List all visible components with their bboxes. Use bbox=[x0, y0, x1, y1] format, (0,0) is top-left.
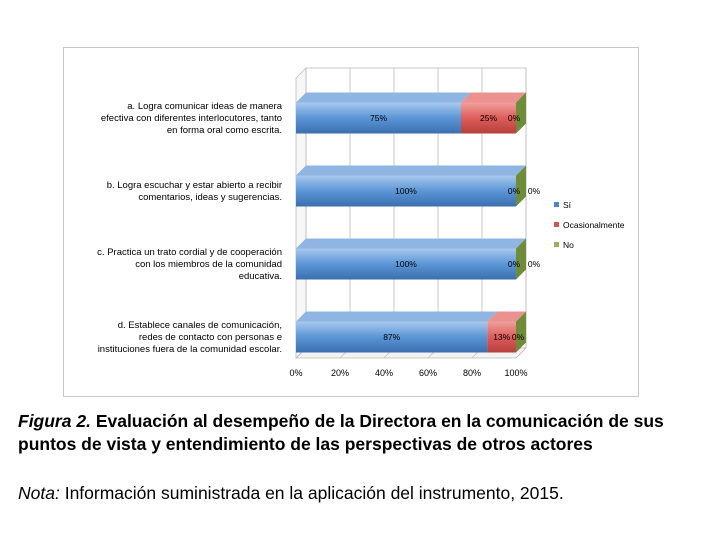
data-label: 100% bbox=[395, 186, 417, 196]
category-label: comentarios, ideas y sugerencias. bbox=[138, 192, 282, 203]
x-tick-label: 40% bbox=[374, 368, 394, 378]
x-tick-label: 60% bbox=[418, 368, 438, 378]
note-label: Nota: bbox=[18, 483, 60, 503]
category-label: educativa. bbox=[238, 271, 282, 282]
category-label: en forma oral como escrita. bbox=[166, 125, 282, 136]
data-label: 0% bbox=[507, 186, 521, 196]
data-label: 25% bbox=[479, 113, 498, 123]
bar-ocasionalmente-top bbox=[461, 93, 526, 103]
x-tick-label: 20% bbox=[330, 368, 350, 378]
category-label: a. Logra comunicar ideas de manera bbox=[127, 101, 282, 112]
legend-label: Ocasionalmente bbox=[563, 220, 625, 230]
figure-label: Figura 2. bbox=[18, 411, 91, 431]
x-tick-label: 80% bbox=[462, 368, 482, 378]
category-label: b. Logra escuchar y estar abierto a recibir bbox=[106, 180, 282, 191]
data-label: 13% bbox=[493, 332, 511, 342]
category-label: c. Practica un trato cordial y de cooperación bbox=[97, 247, 282, 258]
bar-si-top bbox=[296, 166, 526, 176]
bar-si-top bbox=[296, 312, 497, 322]
category-label: con los miembros de la comunidad bbox=[135, 259, 282, 270]
legend-swatch bbox=[554, 222, 559, 227]
chart-frame bbox=[63, 47, 639, 397]
figure-title: Evaluación al desempeño de la Directora en la comunicación de sus puntos de vista y entendimiento de las perspectivas de otros actores bbox=[18, 411, 664, 454]
bar-si-top bbox=[296, 93, 471, 103]
data-label: 0% bbox=[527, 259, 541, 269]
data-label: 87% bbox=[383, 332, 401, 342]
data-label: 0% bbox=[527, 186, 541, 196]
category-label: redes de contacto con personas e bbox=[138, 332, 282, 343]
figure-note bbox=[18, 482, 708, 505]
x-tick-label: 100% bbox=[504, 368, 528, 378]
category-label: efectiva con diferentes interlocutores, tanto bbox=[100, 113, 282, 124]
data-label: 0% bbox=[511, 332, 525, 342]
stacked-bar-chart bbox=[64, 48, 640, 398]
legend-swatch bbox=[554, 242, 559, 247]
data-label: 0% bbox=[507, 113, 521, 123]
figure-caption bbox=[18, 410, 708, 456]
legend-label: No bbox=[563, 240, 574, 250]
data-label: 0% bbox=[507, 259, 521, 269]
category-label: d. Establece canales de comunicación, bbox=[117, 320, 282, 331]
data-label: 100% bbox=[395, 259, 417, 269]
x-tick-label: 0% bbox=[289, 368, 303, 378]
data-label: 75% bbox=[369, 113, 388, 123]
category-label: instituciones fuera de la comunidad escolar. bbox=[97, 344, 282, 355]
legend-label: Sí bbox=[563, 200, 572, 210]
bar-si-top bbox=[296, 239, 526, 249]
note-text: Información suministrada en la aplicación del instrumento, 2015. bbox=[64, 483, 564, 503]
legend-swatch bbox=[554, 202, 559, 207]
